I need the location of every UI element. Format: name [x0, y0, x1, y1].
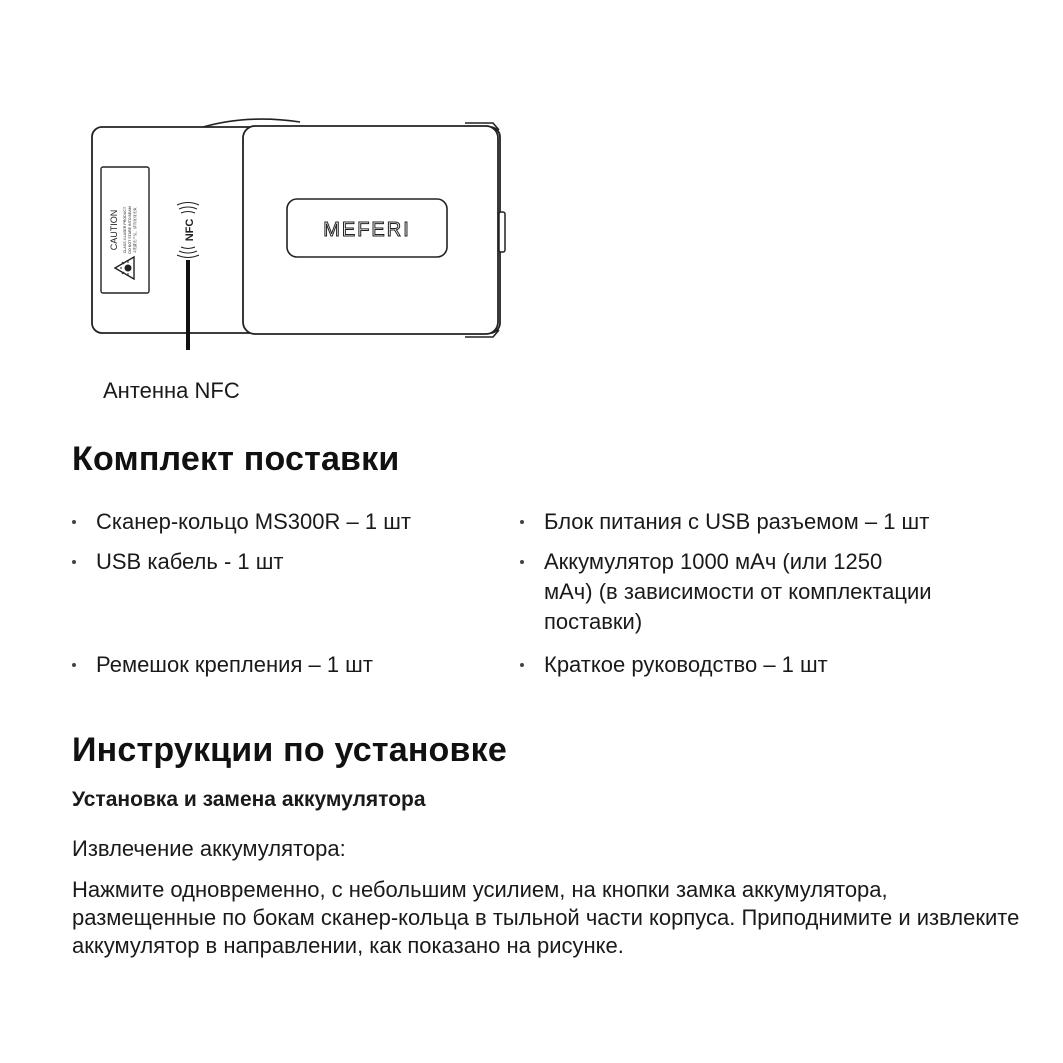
caution-line-2: DO NOT STARE INTO BEAM — [128, 206, 132, 254]
list-item-text: Ремешок крепления – 1 шт — [96, 652, 373, 677]
install-title: Инструкции по установке — [72, 731, 507, 769]
list-item — [72, 507, 411, 537]
caution-title: CAUTION — [109, 209, 119, 251]
bullet — [72, 520, 76, 524]
step-title: Извлечение аккумулятора: — [72, 836, 346, 861]
nfc-caption: Антенна NFC — [103, 378, 240, 403]
kit-list-right-bottom — [520, 650, 828, 680]
kit-list-right — [520, 507, 934, 637]
kit-title: Комплект поставки — [72, 440, 400, 478]
nfc-label: NFC — [184, 218, 196, 242]
bullet — [72, 663, 76, 667]
install-subtitle: Установка и замена аккумулятора — [72, 788, 426, 811]
caution-line-3: 2类激光产品，请勿直视光束 — [133, 207, 137, 253]
list-item-text: Блок питания с USB разъемом – 1 шт — [544, 509, 930, 534]
scanner-illustration — [85, 110, 515, 350]
bullet — [520, 663, 524, 667]
side-button — [499, 212, 505, 252]
list-item-text: USB кабель - 1 шт — [96, 549, 284, 574]
bullet — [72, 560, 76, 564]
list-item — [520, 507, 934, 537]
kit-list-left-bottom — [72, 650, 373, 680]
bullet — [520, 560, 524, 564]
kit-list-left — [72, 507, 411, 577]
list-item — [72, 547, 411, 577]
brand-logo: MEFERI — [323, 219, 411, 241]
bullet — [520, 520, 524, 524]
list-item-text: Сканер-кольцо MS300R – 1 шт — [96, 509, 411, 534]
list-item-text: Краткое руководство – 1 шт — [544, 652, 828, 677]
caution-line-1: CLASS II LASER PRODUCT — [123, 206, 127, 254]
list-item — [520, 547, 934, 637]
instruction-paragraph: Нажмите одновременно, с небольшим усилием, на кнопки замка аккумулятора, размещенные по бокам сканер-кольца в тыльной части корпуса. Приподнимите и извлеките аккумулятор в направлении, как показано на рисунке. — [72, 877, 1020, 958]
scanner-drawing — [85, 110, 515, 350]
list-item — [520, 650, 828, 680]
list-item-text: Аккумулятор 1000 мАч (или 1250 мАч) (в зависимости от комплектации поставки) — [544, 549, 932, 634]
list-item — [72, 650, 373, 680]
